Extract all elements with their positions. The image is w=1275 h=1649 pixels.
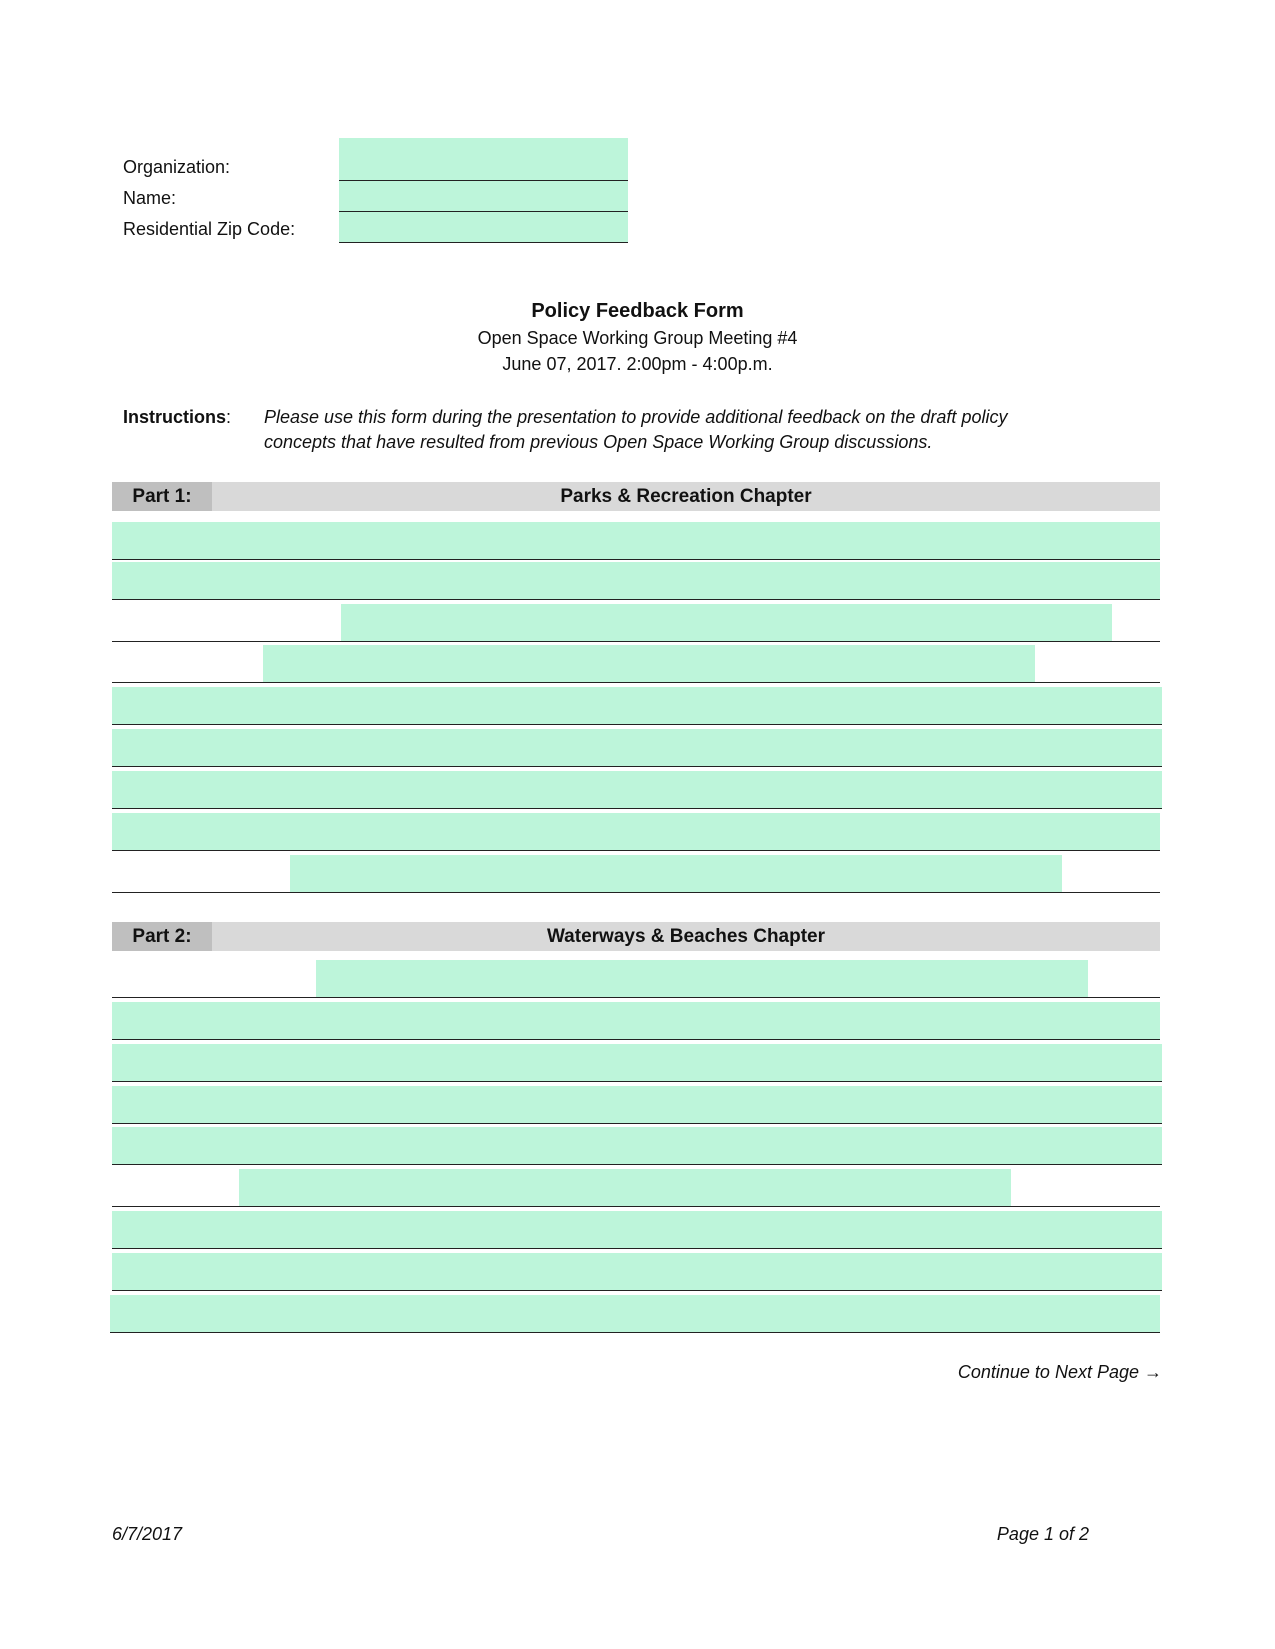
part-2-row-3[interactable] <box>112 1042 1162 1082</box>
continue-next-page: Continue to Next Page → <box>957 1362 1162 1382</box>
part-2-row-6[interactable] <box>112 1167 1160 1207</box>
instructions-label: Instructions <box>123 407 227 427</box>
instructions-line-2: concepts that have resulted from previous Open Space Working Group discussions. <box>264 432 933 452</box>
part-1-row-8[interactable] <box>112 811 1160 851</box>
part-2-row-1[interactable] <box>112 958 1160 998</box>
part-1-title: Parks & Recreation Chapter <box>560 486 812 507</box>
part-1-row-9[interactable] <box>112 853 1160 893</box>
part-1-row-7[interactable] <box>112 769 1162 809</box>
name-label: Name: <box>123 188 177 208</box>
part-2-header <box>112 922 1160 951</box>
organization-label: Organization: <box>123 157 231 177</box>
instructions-label-wrap <box>123 407 231 428</box>
instructions-line-1: Please use this form during the presentation to provide additional feedback on the draft policy <box>264 407 1008 427</box>
part-2-row-9[interactable] <box>110 1293 1160 1333</box>
form-title: Policy Feedback Form <box>531 300 744 322</box>
part-2-tag: Part 2: <box>112 922 212 951</box>
part-1-row-2[interactable] <box>112 560 1160 600</box>
part-1-header <box>112 482 1160 511</box>
part-1-row-6[interactable] <box>112 727 1162 767</box>
part-1-tag: Part 1: <box>112 482 212 511</box>
part-1-row-5[interactable] <box>112 685 1162 725</box>
part-2-row-5[interactable] <box>112 1125 1162 1165</box>
organization-field[interactable] <box>339 138 628 181</box>
footer-date: 6/7/2017 <box>112 1524 183 1544</box>
form-subtitle: Open Space Working Group Meeting #4 <box>477 328 798 348</box>
footer-page-number: Page 1 of 2 <box>996 1524 1089 1544</box>
part-1-row-3[interactable] <box>112 602 1160 642</box>
part-1-row-1[interactable] <box>112 520 1160 560</box>
part-2-title: Waterways & Beaches Chapter <box>546 926 826 947</box>
zip-code-label: Residential Zip Code: <box>123 219 296 239</box>
name-field[interactable] <box>339 181 628 212</box>
form-date-line: June 07, 2017. 2:00pm - 4:00p.m. <box>502 354 773 374</box>
part-1-row-4[interactable] <box>112 643 1160 683</box>
part-2-row-7[interactable] <box>112 1209 1162 1249</box>
part-2-row-2[interactable] <box>112 1000 1160 1040</box>
part-2-row-8[interactable] <box>112 1251 1162 1291</box>
part-2-row-4[interactable] <box>112 1084 1162 1124</box>
instructions-colon: : <box>226 407 232 427</box>
zip-code-field[interactable] <box>339 212 628 243</box>
